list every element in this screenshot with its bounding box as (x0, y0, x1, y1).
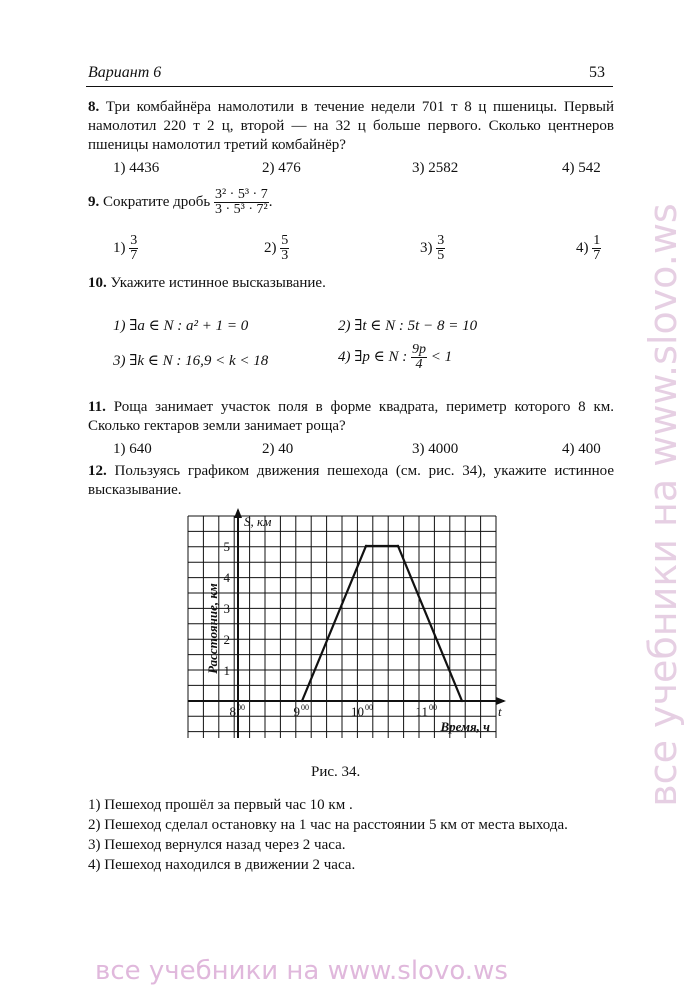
x-tick-superscript: 00 (301, 703, 309, 712)
q12-option-3: 3) Пешеход вернулся назад через 2 часа. (88, 837, 346, 853)
x-axis-label: Время, ч (440, 719, 490, 734)
question-12 (88, 462, 614, 500)
q9-option-2 (264, 234, 289, 263)
question-number: 11. (88, 399, 106, 415)
y-tick-label: 1 (223, 663, 230, 678)
x-axis-title: t (498, 704, 502, 719)
q9-option-3 (420, 234, 445, 263)
option-prefix: 4) ∃p ∈ N : (338, 348, 408, 365)
option-label: 1) (113, 239, 126, 256)
q8-option-4: 4) 542 (562, 160, 601, 176)
y-tick-label: 4 (223, 570, 230, 585)
question-number: 9. (88, 193, 100, 210)
q8-option-3: 3) 2582 (412, 160, 459, 176)
option-numerator: 3 (437, 233, 445, 248)
option-label: 3) (420, 239, 433, 256)
q12-option-1: 1) Пешеход прошёл за первый час 10 км . (88, 797, 353, 813)
y-tick-label: 5 (223, 539, 230, 554)
option-denominator: 7 (130, 248, 138, 263)
data-point (301, 700, 303, 702)
q10-option-3: 3) ∃k ∈ N : 16,9 < k < 18 (113, 353, 269, 369)
x-tick-label: 11 (415, 704, 428, 719)
fraction-numerator: 3² · 5³ · 7 (214, 187, 268, 202)
question-text: Пользуясь графиком движения пешехода (см. рис. 34), укажите истинное высказывание. (88, 463, 615, 498)
q12-option-4: 4) Пешеход находился в движении 2 часа. (88, 857, 356, 873)
q11-option-4: 4) 400 (562, 441, 601, 457)
question-10 (88, 275, 326, 292)
side-watermark (618, 150, 700, 860)
q11-option-3: 3) 4000 (412, 441, 459, 457)
q10-option-1: 1) ∃a ∈ N : a² + 1 = 0 (113, 318, 249, 334)
x-tick-label: 9 (293, 704, 300, 719)
y-tick-label: 2 (223, 632, 230, 647)
y-tick-label: 3 (223, 601, 230, 616)
q9-option-1 (113, 234, 138, 263)
option-denominator: 5 (437, 248, 445, 263)
question-number: 10. (88, 275, 107, 291)
question-text: Сократите дробь (103, 193, 211, 210)
option-numerator: 1 (593, 233, 601, 248)
side-watermark-text: все учебники на www.slovo.ws (641, 203, 685, 807)
question-8 (88, 98, 614, 155)
question-text: Укажите истинное высказывание. (110, 275, 326, 291)
x-tick-label: 10 (351, 704, 364, 719)
figure-caption: Рис. 34. (311, 764, 361, 780)
question-9: 9. Сократите дробь $\frac{\text{3² · 5³ · 7}}{\text{3 · 5³ · 7²}}$ . (88, 187, 273, 217)
x-tick-superscript: 00 (237, 703, 245, 712)
variant-title: Вариант 6 (88, 64, 162, 81)
option-suffix: < 1 (430, 348, 453, 365)
option-numerator: 3 (130, 233, 138, 248)
page-number: 53 (589, 64, 605, 81)
question-text: Роща занимает участок поля в форме квадрата, периметр которого 8 км. Сколько гектаров земли занимает роща? (88, 399, 614, 434)
q11-option-2: 2) 40 (262, 441, 294, 457)
question-text: Три комбайнёра намолотили в течение недели 701 т 8 ц пшеницы. Первый намолотил 220 т 2 ц, второй — на 32 ц больше первого. Сколько центнеров пшеницы намолотил третий комбайнёр? (88, 99, 615, 153)
question-11 (88, 398, 614, 436)
option-numerator: 9p (412, 342, 426, 357)
header-rule (86, 86, 613, 87)
option-denominator: 7 (593, 248, 601, 263)
option-label: 4) (576, 239, 589, 256)
fraction (214, 188, 269, 217)
q10-option-2: 2) ∃t ∈ N : 5t − 8 = 10 (338, 318, 478, 334)
option-label: 2) (264, 239, 277, 256)
data-point (397, 545, 399, 547)
y-axis-title: S, км (244, 514, 272, 529)
q8-option-2: 2) 476 (262, 160, 301, 176)
y-axis-label: Расстояние, км (205, 583, 220, 674)
question-number: 12. (88, 463, 107, 479)
bottom-watermark: все учебники на www.slovo.ws (95, 956, 508, 986)
data-point (365, 545, 367, 547)
fraction-denominator: 3 · 5³ · 7² (214, 202, 268, 217)
q8-option-1: 1) 4436 (113, 160, 160, 176)
q10-option-4 (338, 343, 452, 372)
x-tick-superscript: 00 (365, 703, 373, 712)
q12-option-2: 2) Пешеход сделал остановку на 1 час на расстоянии 5 км от места выхода. (88, 817, 568, 833)
motion-graph (180, 508, 510, 753)
q11-option-1: 1) 640 (113, 441, 152, 457)
q9-option-4 (576, 234, 601, 263)
x-tick-label: 8 (229, 704, 236, 719)
question-number: 8. (88, 99, 100, 115)
y-axis-arrow (234, 508, 242, 518)
x-tick-superscript: 00 (429, 703, 437, 712)
data-point (461, 700, 463, 702)
option-numerator: 5 (281, 233, 289, 248)
option-denominator: 3 (281, 248, 289, 263)
option-denominator: 4 (415, 357, 423, 372)
